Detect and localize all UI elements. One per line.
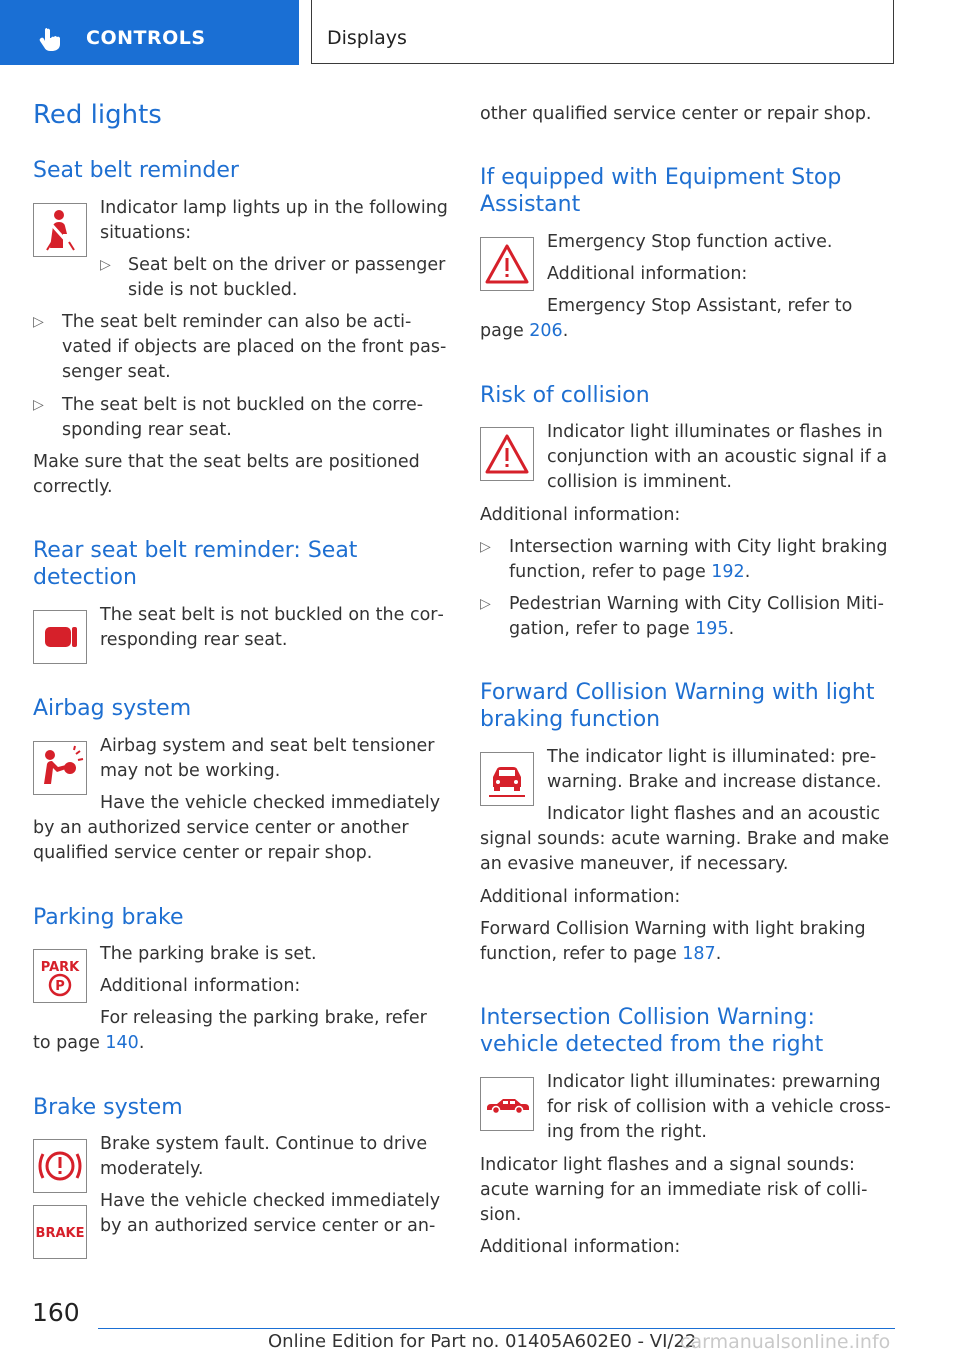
seat-belt-bullet-2: ▷ The seat belt reminder can also be activated if objects are placed on the front passenger seat. — [33, 312, 447, 382]
stop-text-1: Emergency Stop function active. — [547, 232, 833, 252]
parking-text-3: For releasing the parking brake, refer to page 140. — [33, 1008, 427, 1053]
brake-icon-label: BRAKE — [35, 1226, 85, 1241]
brake-text-1: Brake system fault. Continue to drive moderately. — [100, 1134, 428, 1179]
fcw-text-2: Indicator light flashes and an acoustic signal sounds: acute warning. Brake and make an evasive maneuver, if necessary. — [480, 804, 890, 874]
seat-belt-note: Make sure that the seat belts are positioned correctly. — [33, 452, 420, 497]
continued-text: other qualified service center or repair shop. — [480, 104, 872, 124]
seat-belt-intro: Indicator lamp lights up in the following situations: — [100, 198, 448, 243]
fcw-text-1: The indicator light is illuminated: prewarning. Brake and increase distance. — [547, 747, 882, 792]
parking-text-2: Additional information: — [100, 976, 301, 996]
icw-text-3: Additional information: — [480, 1237, 681, 1257]
page-number: 160 — [32, 1298, 80, 1327]
rear-seat-icon — [33, 610, 87, 664]
edition-text: Online Edition for Part no. 01405A602E0 - VI/22 — [268, 1331, 697, 1352]
brake-text-2: Have the vehicle checked immediately by an authorized service center or an- — [100, 1191, 441, 1236]
seat-belt-icon — [33, 203, 87, 257]
seat-belt-bullet-1: ▷ Seat belt on the driver or passenger side is not buckled. — [100, 255, 446, 300]
bullet-arrow-icon: ▷ — [480, 596, 491, 612]
stop-text-3: Emergency Stop Assistant, refer to page 206. — [480, 296, 853, 341]
fcw-text-3: Additional information: — [480, 887, 681, 907]
collision-warning-icon — [480, 427, 534, 481]
park-icon-label: PARK — [40, 960, 80, 975]
seat-belt-heading: Seat belt reminder — [33, 158, 239, 183]
airbag-icon — [33, 741, 87, 795]
chapter-header — [311, 0, 894, 64]
hand-pointer-icon — [38, 26, 64, 56]
watermark: carmanualsonline.info — [680, 1331, 891, 1353]
fcw-text-4: Forward Collision Warning with light braking function, refer to page 187. — [480, 919, 866, 964]
page-link-187[interactable]: 187 — [682, 944, 716, 964]
stop-warning-icon — [480, 237, 534, 291]
brake-text-icon — [33, 1205, 87, 1259]
parking-brake-heading: Parking brake — [33, 905, 184, 930]
collision-text-1: Indicator light illuminates or flashes in conjunction with an acoustic signal if a collision is imminent. — [547, 422, 888, 492]
airbag-text-2: Have the vehicle checked immediately by an authorized service center or another qualified service center or repair shop. — [33, 793, 441, 863]
parking-text-1: The parking brake is set. — [100, 944, 317, 964]
rear-seat-heading: Rear seat belt reminder: Seat detection — [33, 538, 358, 590]
collision-text-2: Additional information: — [480, 505, 681, 525]
page-link-206[interactable]: 206 — [529, 321, 563, 341]
footer-divider — [98, 1328, 895, 1329]
airbag-text-1: Airbag system and seat belt tensioner may not be working. — [100, 736, 435, 781]
bullet-arrow-icon: ▷ — [480, 539, 491, 555]
park-icon — [33, 949, 87, 1003]
collision-bullet-2: ▷ Pedestrian Warning with City Collision Mitigation, refer to page 195. — [480, 594, 884, 639]
fcw-heading: Forward Collision Warning with light braking function — [480, 680, 875, 732]
icw-text-1: Indicator light illuminates: prewarning for risk of collision with a vehicle crossing from the right. — [547, 1072, 891, 1142]
bullet-arrow-icon: ▷ — [100, 257, 111, 273]
bullet-arrow-icon: ▷ — [33, 397, 44, 413]
risk-collision-heading: Risk of collision — [480, 383, 650, 408]
stop-assistant-heading: If equipped with Equipment Stop Assistant — [480, 165, 842, 217]
forward-car-icon — [480, 752, 534, 806]
icw-heading: Intersection Collision Warning: vehicle detected from the right — [480, 1005, 824, 1057]
rear-seat-text: The seat belt is not buckled on the corresponding rear seat. — [100, 605, 444, 650]
brake-warning-icon — [33, 1139, 87, 1193]
seat-belt-bullet-3: ▷ The seat belt is not buckled on the corresponding rear seat. — [33, 395, 424, 440]
icw-text-2: Indicator light flashes and a signal sounds: acute warning for an immediate risk of collision. — [480, 1155, 868, 1225]
stop-text-2: Additional information: — [547, 264, 748, 284]
svg-text:P: P — [55, 979, 65, 994]
page-link-192[interactable]: 192 — [711, 562, 745, 582]
bullet-arrow-icon: ▷ — [33, 314, 44, 330]
section-title: CONTROLS — [86, 27, 206, 49]
collision-bullet-1: ▷ Intersection warning with City light braking function, refer to page 192. — [480, 537, 888, 582]
page-link-195[interactable]: 195 — [695, 619, 729, 639]
brake-system-heading: Brake system — [33, 1095, 183, 1120]
side-car-icon — [480, 1077, 534, 1131]
page-link-140[interactable]: 140 — [105, 1033, 139, 1053]
airbag-heading: Airbag system — [33, 696, 192, 721]
chapter-title: Displays — [327, 27, 407, 49]
red-lights-heading: Red lights — [33, 100, 162, 130]
section-tab[interactable] — [0, 0, 299, 65]
